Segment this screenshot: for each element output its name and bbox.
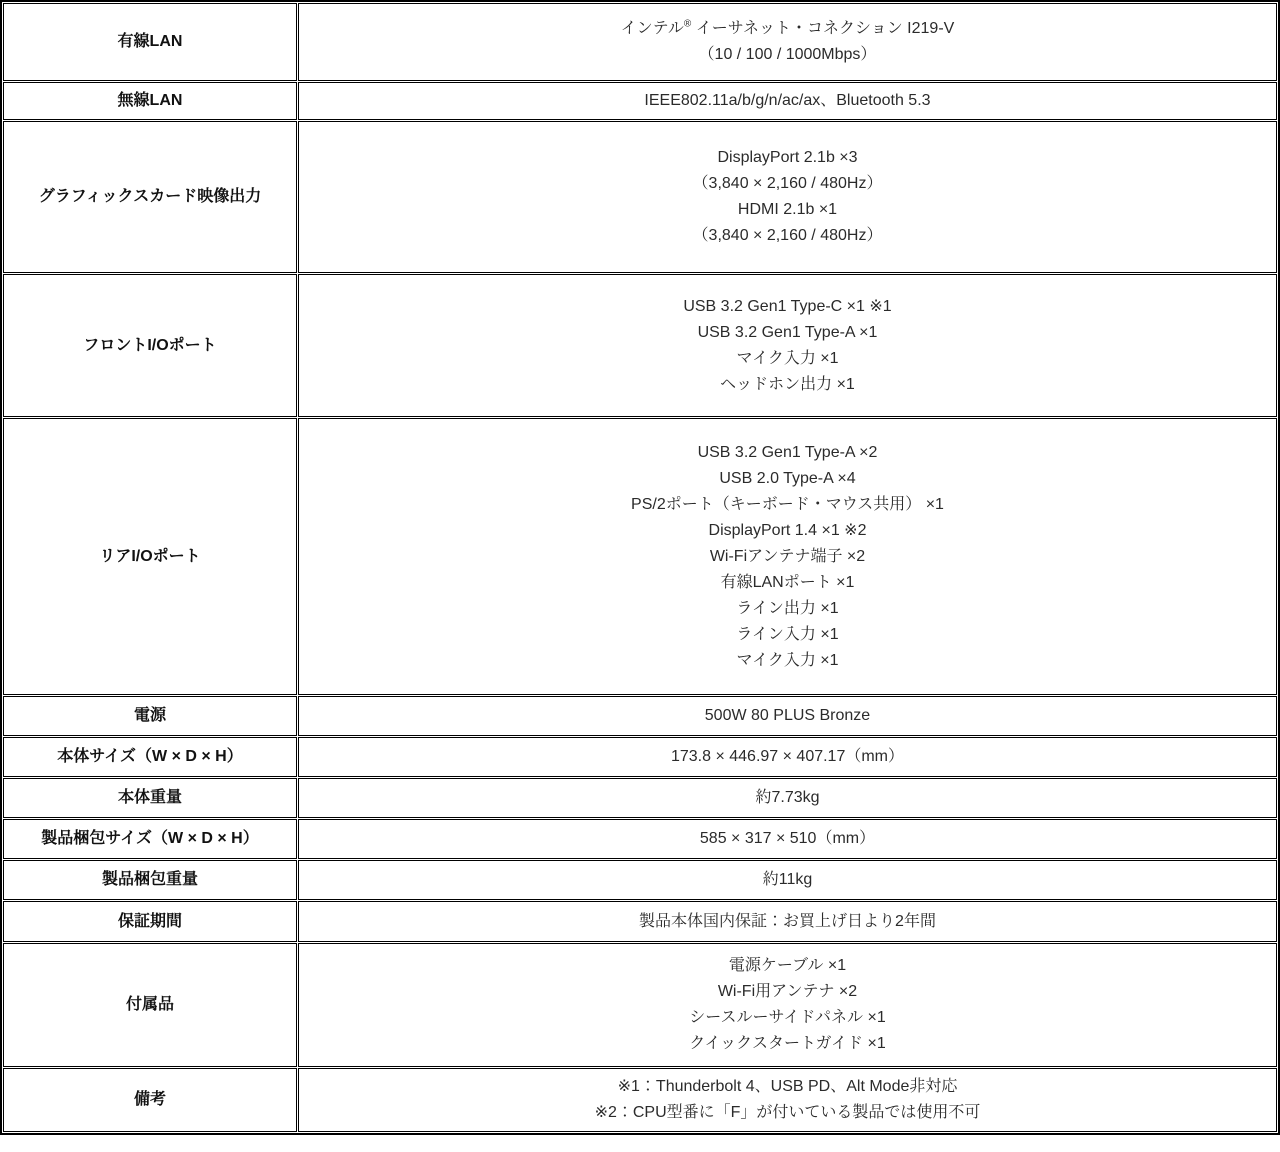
spec-value-line: ヘッドホン出力 ×1 [720, 375, 855, 393]
spec-value-line: 500W 80 PLUS Bronze [704, 707, 871, 724]
spec-value-line: 585 × 317 × 510（mm） [699, 830, 876, 847]
table-row [3, 3, 1277, 81]
spec-label: 電源 [3, 696, 297, 736]
spec-label: 製品梱包サイズ（W × D × H） [3, 819, 297, 859]
spec-value-cell [298, 121, 1277, 273]
spec-label: 保証期間 [3, 901, 297, 942]
registered-trademark-symbol: ® [683, 18, 692, 30]
spec-value-line: Wi-Fiアンテナ端子 ×2 [709, 547, 866, 565]
spec-value-line: USB 3.2 Gen1 Type-A ×2 [697, 443, 878, 461]
spec-label: フロントI/Oポート [3, 274, 297, 417]
spec-value-line: （3,840 × 2,160 / 480Hz） [692, 175, 883, 192]
spec-label: 有線LAN [3, 3, 297, 81]
table-row [3, 860, 1277, 900]
spec-label: 製品梱包重量 [3, 860, 297, 900]
spec-value-cell [298, 696, 1277, 736]
spec-value-line: 有線LANポート ×1 [720, 573, 855, 591]
spec-label: リアI/Oポート [3, 418, 297, 695]
spec-value-cell [298, 418, 1277, 695]
spec-value-line: ※2：CPU型番に「F」が付いている製品では使用不可 [594, 1104, 981, 1121]
table-row [3, 943, 1277, 1067]
spec-value-line: 電源ケーブル ×1 [728, 957, 847, 974]
table-row [3, 819, 1277, 859]
table-row [3, 121, 1277, 273]
spec-value-line: USB 2.0 Type-A ×4 [719, 469, 856, 487]
spec-value-cell [298, 860, 1277, 900]
spec-value-line: マイク入力 ×1 [736, 651, 839, 669]
spec-value-line: USB 3.2 Gen1 Type-A ×1 [697, 323, 878, 341]
spec-label: 本体サイズ（W × D × H） [3, 737, 297, 777]
spec-value-cell [298, 274, 1277, 417]
spec-label: 無線LAN [3, 82, 297, 120]
spec-value-line: マイク入力 ×1 [736, 349, 839, 367]
table-row [3, 737, 1277, 777]
spec-value-line: 約11kg [762, 871, 813, 888]
spec-value-cell [298, 943, 1277, 1067]
spec-value-line: 173.8 × 446.97 × 407.17（mm） [670, 748, 905, 765]
spec-value-line: DisplayPort 2.1b ×3 [717, 149, 858, 166]
spec-value-line: （3,840 × 2,160 / 480Hz） [692, 227, 883, 244]
spec-value-cell [298, 778, 1277, 818]
spec-label: 本体重量 [3, 778, 297, 818]
table-row [3, 274, 1277, 417]
table-row [3, 418, 1277, 695]
spec-value-cell [298, 737, 1277, 777]
spec-value-cell [298, 1068, 1277, 1132]
table-row [3, 1068, 1277, 1132]
spec-label: 付属品 [3, 943, 297, 1067]
spec-value-line: ※1：Thunderbolt 4、USB PD、Alt Mode非対応 [617, 1078, 958, 1095]
spec-value-line: PS/2ポート（キーボード・マウス共用） ×1 [631, 495, 944, 513]
spec-value-line: 約7.73kg [755, 789, 820, 806]
spec-value-line: IEEE802.11a/b/g/n/ac/ax、Bluetooth 5.3 [644, 92, 931, 109]
spec-value-line: HDMI 2.1b ×1 [737, 201, 838, 218]
table-row [3, 82, 1277, 120]
spec-value-line: ライン入力 ×1 [736, 625, 839, 643]
spec-value-line: インテル® イーサネット・コネクション I219-V [620, 18, 955, 37]
spec-value-line: DisplayPort 1.4 ×1 ※2 [708, 521, 867, 539]
spec-value-cell [298, 82, 1277, 120]
spec-value-cell [298, 819, 1277, 859]
spec-value-line: クイックスタートガイド ×1 [689, 1035, 886, 1052]
spec-value-line: 製品本体国内保証：お買上げ日より2年間 [639, 912, 936, 930]
spec-value-cell [298, 901, 1277, 942]
table-row [3, 901, 1277, 942]
table-row [3, 778, 1277, 818]
spec-value-line: （10 / 100 / 1000Mbps） [698, 46, 877, 63]
spec-value-line: USB 3.2 Gen1 Type-C ×1 ※1 [683, 297, 892, 315]
spec-label: グラフィックスカード映像出力 [3, 121, 297, 273]
spec-value-line: Wi-Fi用アンテナ ×2 [717, 983, 858, 1000]
spec-value-line: シースルーサイドパネル ×1 [689, 1009, 886, 1026]
spec-value-line: ライン出力 ×1 [736, 599, 839, 617]
table-row [3, 696, 1277, 736]
spec-value-cell [298, 3, 1277, 81]
spec-label: 備考 [3, 1068, 297, 1132]
